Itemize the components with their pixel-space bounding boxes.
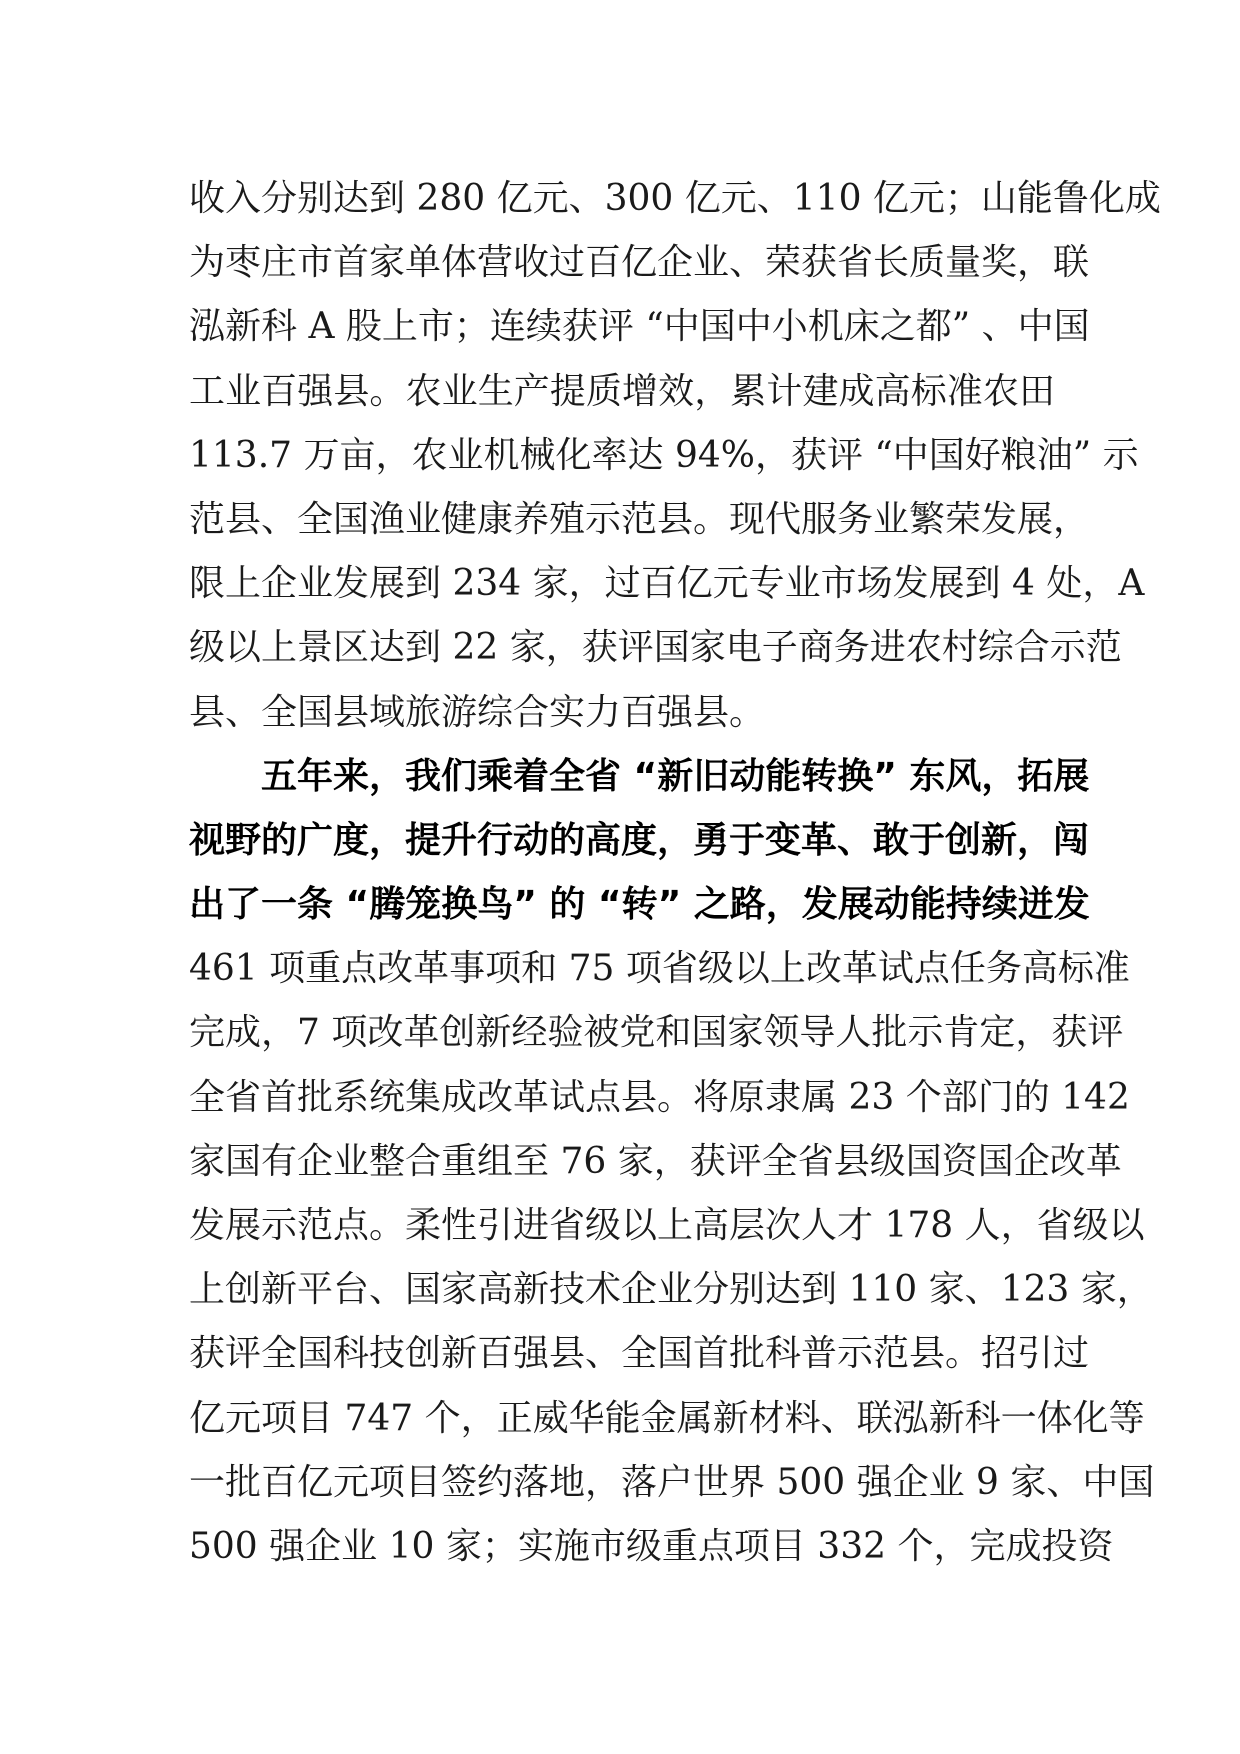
text-line: 113.7 万亩，农业机械化率达 94%，获评 “中国好粮油” 示: [189, 434, 1139, 476]
text-line: 为枣庄市首家单体营收过百亿企业、荣获省长质量奖，联: [189, 242, 1090, 284]
text-line: 范县、全国渔业健康养殖示范县。现代服务业繁荣发展，: [189, 498, 1090, 540]
text-line: 家国有企业整合重组至 76 家，获评全省县级国资国企改革: [189, 1140, 1122, 1182]
text-line: 一批百亿元项目签约落地，落户世界 500 强企业 9 家、中国: [189, 1461, 1155, 1503]
text-line: 亿元项目 747 个，正威华能金属新材料、联泓新科一体化等: [189, 1397, 1145, 1439]
text-line: 收入分别达到 280 亿元、300 亿元、110 亿元；山能鲁化成: [189, 178, 1161, 219]
text-line: 工业百强县。农业生产提质增效，累计建成高标准农田: [189, 370, 1055, 412]
text-line: 县、全国县域旅游综合实力百强县。: [189, 691, 766, 733]
text-line: 完成，7 项改革创新经验被党和国家领导人批示肯定，获评: [189, 1012, 1124, 1054]
bold-heading-line: 出了一条 “腾笼换鸟” 的 “转” 之路，发展动能持续迸发: [189, 884, 1090, 926]
text-line: 上创新平台、国家高新技术企业分别达到 110 家、123 家，: [189, 1269, 1153, 1311]
bold-heading-line: 视野的广度，提升行动的高度，勇于变革、敢于创新，闯: [189, 819, 1090, 861]
text-line: 500 强企业 10 家；实施市级重点项目 332 个，完成投资: [189, 1525, 1114, 1567]
bold-heading-line: 五年来，我们乘着全省 “新旧动能转换” 东风，拓展: [261, 755, 1090, 797]
text-line: 级以上景区达到 22 家，获评国家电子商务进农村综合示范: [189, 627, 1122, 669]
body-text: [189, 167, 1161, 1579]
text-line: 限上企业发展到 234 家，过百亿元专业市场发展到 4 处，A: [189, 563, 1145, 605]
text-line: 发展示范点。柔性引进省级以上高层次人才 178 人，省级以: [189, 1205, 1145, 1246]
text-line: 泓新科 A 股上市；连续获评 “中国中小机床之都” 、中国: [189, 306, 1090, 348]
text-line: 获评全国科技创新百强县、全国首批科普示范县。招引过: [189, 1333, 1090, 1375]
text-line: 461 项重点改革事项和 75 项省级以上改革试点任务高标准: [189, 948, 1130, 990]
text-line: 全省首批系统集成改革试点县。将原隶属 23 个部门的 142: [189, 1076, 1130, 1118]
